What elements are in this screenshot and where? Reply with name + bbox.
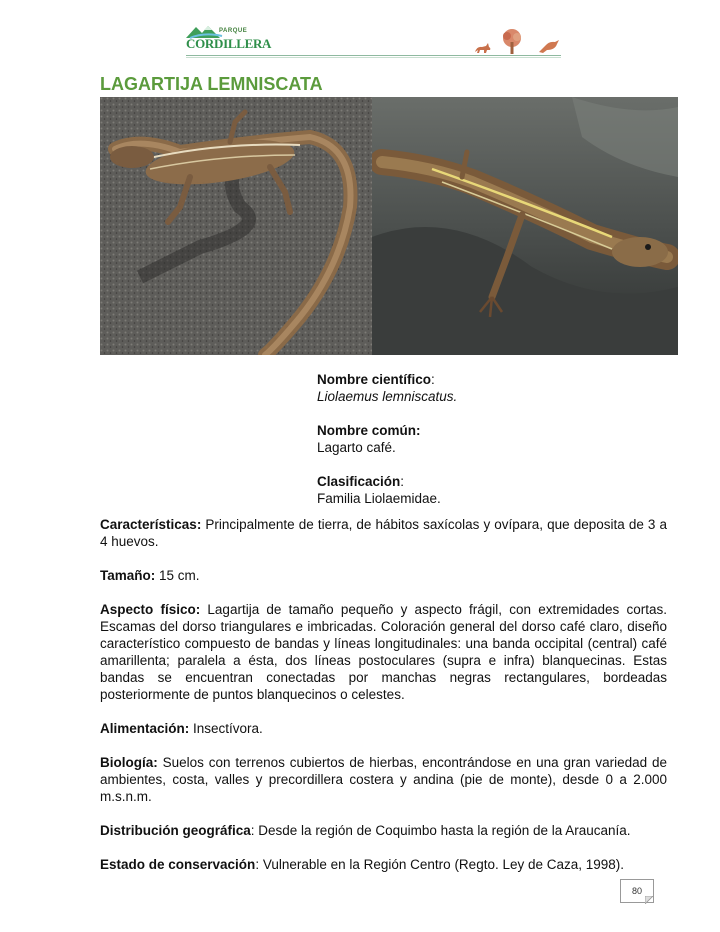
scientific-name-value: Liolaemus lemniscatus.	[317, 389, 458, 404]
tree-icon	[498, 28, 526, 56]
header-divider-secondary	[186, 57, 561, 58]
common-name-value: Lagarto café.	[317, 440, 396, 455]
classification: Clasificación: Familia Liolaemidae.	[317, 474, 441, 506]
bird-icon	[537, 38, 561, 54]
section-aspecto	[100, 601, 667, 703]
common-name	[317, 422, 657, 456]
page-corner-fold-icon	[645, 896, 653, 904]
section-biologia	[100, 754, 667, 805]
classification-label: Clasificación	[317, 474, 401, 489]
scientific-name: Nombre científico: Liolaemus lemniscatus.	[317, 372, 458, 404]
section-alimentacion	[100, 720, 667, 737]
section-caracteristicas	[100, 516, 667, 550]
estado-text: : Vulnerable en la Región Centro (Regto. Ley de Caza, 1998).	[255, 857, 625, 872]
caracteristicas-label: Características:	[100, 517, 202, 532]
tamano-label: Tamaño:	[100, 568, 156, 583]
tamano-text: 15 cm.	[155, 568, 200, 583]
page-title: LAGARTIJA LEMNISCATA	[100, 74, 323, 94]
distribucion-text: : Desde la región de Coquimbo hasta la región de la Araucanía.	[250, 823, 631, 838]
fox-icon	[474, 42, 492, 54]
page-number: 80	[620, 879, 654, 903]
aspecto-text: Lagartija de tamaño pequeño y aspecto frágil, con extremidades cortas. Escamas del dorso triangulares e imbricadas. Coloración general del dorso café claro, diseño característico compuesto de bandas y líneas longitudinales: una banda occipital (central) café amarillenta; paralela a ésta, dos líneas postoculares (supra e infra) blanquecinas. Estas bandas se encuentran conectadas por manchas negras rectangulares, bordeadas posteriormente de puntos blanquecinos o celestes.	[100, 602, 667, 702]
lizard-photo-left	[100, 97, 372, 355]
taxonomy-block	[317, 371, 657, 524]
classification-value: Familia Liolaemidae.	[317, 491, 441, 506]
biologia-label: Biología:	[100, 755, 158, 770]
section-distribucion	[100, 822, 667, 839]
aspecto-label: Aspecto físico:	[100, 602, 201, 617]
caracteristicas-text: Principalmente de tierra, de hábitos saxícolas y ovípara, que deposita de 3 a 4 huevos.	[100, 517, 667, 549]
common-name-label: Nombre común:	[317, 423, 421, 438]
alimentacion-text: Insectívora.	[189, 721, 263, 736]
scientific-name-label: Nombre científico	[317, 372, 432, 387]
description-body	[100, 516, 667, 890]
section-estado	[100, 856, 667, 873]
alimentacion-label: Alimentación:	[100, 721, 190, 736]
section-tamano	[100, 567, 667, 584]
biologia-text: Suelos con terrenos cubiertos de hierbas, encontrándose en una gran variedad de ambientes, costa, valles y precordillera costera y andina (pie de monte), desde 0 a 2.000 m.s.n.m.	[100, 755, 667, 804]
estado-label: Estado de conservación	[100, 857, 256, 872]
logo-main-text: CORDILLERA	[186, 36, 272, 51]
distribucion-label: Distribución geográfica	[100, 823, 251, 838]
lizard-photo-right	[372, 97, 678, 355]
logo-small-text: PARQUE	[219, 28, 248, 34]
page-header	[0, 0, 720, 70]
